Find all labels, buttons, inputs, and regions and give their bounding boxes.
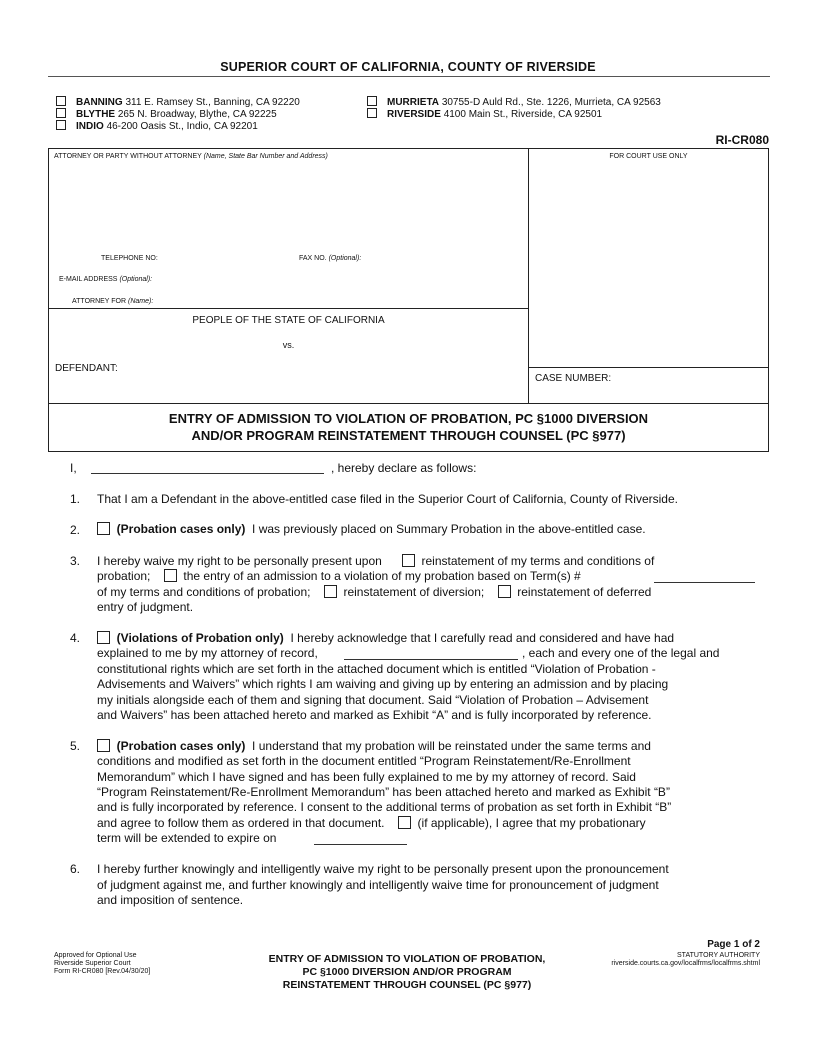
murrieta-checkbox[interactable] [367, 96, 377, 106]
court-title: SUPERIOR COURT OF CALIFORNIA, COUNTY OF RIVERSIDE [220, 60, 596, 74]
blythe-checkbox[interactable] [56, 108, 66, 118]
item-5-number: 5. [70, 739, 81, 753]
page-number: Page 1 of 2 [707, 939, 760, 950]
caption-divider-parties [48, 308, 529, 309]
item-5-line5: and is fully incorporated by reference. I consent to the additional terms of probation as set forth in Exhibit “B” [97, 800, 672, 814]
reinstatement-deferred-checkbox[interactable] [498, 585, 511, 598]
riverside-checkbox[interactable] [367, 108, 377, 118]
item-4-checkbox[interactable] [97, 631, 110, 644]
item-5-line2: conditions and modified as set forth in the document entitled “Program Reinstatement/Re-Enrollment [97, 754, 631, 768]
item-4-line5: my initials alongside each of them and signing that document. Said “Violation of Probation – Advisement [97, 693, 649, 707]
item-6-line2: of judgment against me, and further knowingly and intelligently waive time for pronouncement of judgment [97, 878, 659, 892]
item-4-line2: explained to me by my attorney of record, [97, 646, 318, 660]
item-3-number: 3. [70, 554, 81, 568]
footer-approved: Approved for Optional Use Riverside Superior Court Form RI-CR080 [Rev.04/30/20] [54, 952, 151, 975]
item-4-line2-end: , each and every one of the legal and [522, 646, 720, 660]
item-3-line3: of my terms and conditions of probation; reinstatement of diversion; reinstatement of deferred [97, 585, 652, 599]
item-5-line3: Memorandum” which I have signed and has been fully explained to me by my attorney of record. Said [97, 770, 636, 784]
form-title [48, 403, 769, 452]
defendant-label: DEFENDANT: [55, 363, 118, 374]
item-4-number: 4. [70, 631, 81, 645]
item-3-line1: I hereby waive my right to be personally present upon reinstatement of my terms and conditions of [97, 554, 655, 568]
item-4-line3: constitutional rights which are set forth in the attached document which is entitled “Violation of Probation - [97, 662, 656, 676]
item-5-line7: term will be extended to expire on [97, 831, 277, 845]
location-blythe: BLYTHE 265 N. Broadway, Blythe, CA 92225 [56, 108, 277, 120]
location-murrieta: MURRIETA 30755-D Auld Rd., Ste. 1226, Murrieta, CA 92563 [367, 96, 661, 108]
declaration-hereby: , hereby declare as follows: [331, 461, 477, 475]
item-4-line1: (Violations of Probation only) I hereby acknowledge that I carefully read and considered and have had [97, 631, 757, 647]
term-number-field[interactable] [654, 571, 755, 583]
email-label: E-MAIL ADDRESS (Optional): [59, 276, 153, 283]
item-2: (Probation cases only) I was previously placed on Summary Probation in the above-entitled case. [97, 522, 757, 538]
reinstatement-terms-checkbox[interactable] [402, 554, 415, 567]
item-1-number: 1. [70, 492, 81, 506]
item-5-line6: and agree to follow them as ordered in that document. (if applicable), I agree that my probationary [97, 816, 646, 830]
expiration-date-field[interactable] [314, 833, 407, 845]
indio-checkbox[interactable] [56, 120, 66, 130]
item-5-line1: (Probation cases only) I understand that my probation will be reinstated under the same terms and [97, 739, 757, 755]
item-1-text: That I am a Defendant in the above-entitled case filed in the Superior Court of California, County of Riverside. [97, 492, 678, 506]
footer-url[interactable]: riverside.courts.ca.gov/localfrms/localfrms.shtml [611, 960, 760, 967]
item-6-line3: and imposition of sentence. [97, 893, 244, 907]
fax-label: FAX NO. (Optional): [299, 255, 362, 262]
if-applicable-checkbox[interactable] [398, 816, 411, 829]
caption-box [48, 148, 769, 404]
declaration-i: I, [70, 461, 77, 475]
attorney-name-field[interactable] [344, 648, 518, 660]
location-banning: BANNING 311 E. Ramsey St., Banning, CA 92220 [56, 96, 300, 108]
item-5-line4: “Program Reinstatement/Re-Enrollment Memorandum” has been attached hereto and marked as Exhibit “B” [97, 785, 670, 799]
attorney-for-label: ATTORNEY FOR (Name): [72, 298, 154, 305]
case-number-label: CASE NUMBER: [535, 373, 612, 384]
header-divider [48, 76, 770, 77]
item-2-number: 2. [70, 523, 81, 537]
caption-divider-vertical [528, 148, 529, 403]
location-indio: INDIO 46-200 Oasis St., Indio, CA 92201 [56, 120, 258, 132]
people-label: PEOPLE OF THE STATE OF CALIFORNIA [192, 315, 385, 326]
attorney-label: ATTORNEY OR PARTY WITHOUT ATTORNEY (Name, State Bar Number and Address) [54, 153, 328, 160]
footer-statutory: STATUTORY AUTHORITY riverside.courts.ca.gov/localfrms/localfrms.shtml [611, 952, 760, 967]
vs-label: vs. [282, 340, 295, 350]
item-6-number: 6. [70, 862, 81, 876]
telephone-label: TELEPHONE NO: [101, 255, 158, 262]
item-2-checkbox[interactable] [97, 522, 110, 535]
item-5-checkbox[interactable] [97, 739, 110, 752]
item-6-line1: I hereby further knowingly and intelligently waive my right to be personally present upon the pronouncement [97, 862, 669, 876]
form-id: RI-CR080 [715, 133, 769, 147]
banning-checkbox[interactable] [56, 96, 66, 106]
footer-title: ENTRY OF ADMISSION TO VIOLATION OF PROBATION, PC §1000 DIVERSION AND/OR PROGRAM REINSTATEMENT THROUGH COUNSEL (PC §977) [268, 953, 546, 991]
form-title-line1: ENTRY OF ADMISSION TO VIOLATION OF PROBATION, PC §1000 DIVERSION [168, 411, 649, 426]
court-use-label: FOR COURT USE ONLY [609, 153, 688, 160]
item-4-line6: and Waivers” has been attached hereto and marked as Exhibit “A” and is fully incorporated by reference. [97, 708, 652, 722]
location-riverside: RIVERSIDE 4100 Main St., Riverside, CA 92501 [367, 108, 602, 120]
form-title-line2: AND/OR PROGRAM REINSTATEMENT THROUGH COUNSEL (PC §977) [191, 428, 626, 443]
item-4-line4: Advisements and Waivers” which rights I am waiving and giving up by entering an admission and by placing [97, 677, 669, 691]
item-3-line2: probation; the entry of an admission to a violation of my probation based on Term(s) # [97, 569, 581, 583]
caption-divider-case [528, 367, 769, 368]
declarant-name-field[interactable] [91, 462, 324, 474]
item-3-line4: entry of judgment. [97, 600, 194, 614]
admission-violation-checkbox[interactable] [164, 569, 177, 582]
reinstatement-diversion-checkbox[interactable] [324, 585, 337, 598]
